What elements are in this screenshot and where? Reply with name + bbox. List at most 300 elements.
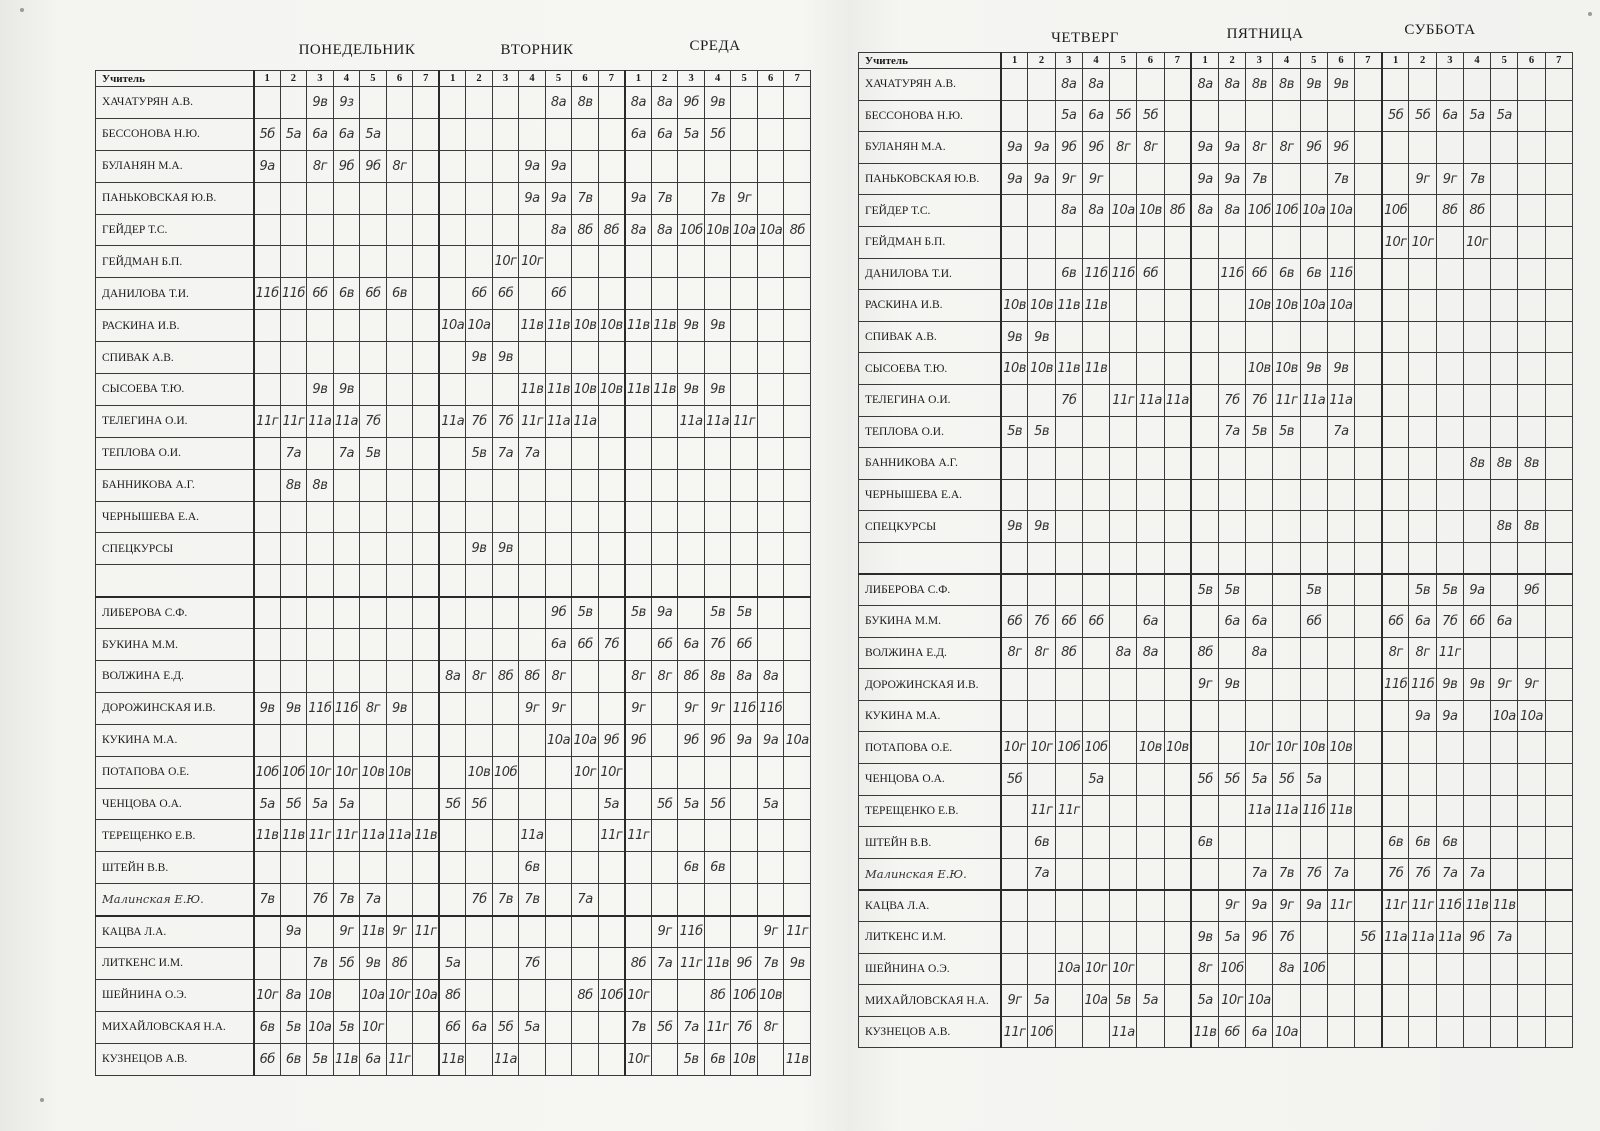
lesson-cell xyxy=(413,1011,440,1043)
lesson-cell xyxy=(1137,827,1164,859)
lesson-cell xyxy=(598,437,625,469)
lesson-cell: 6а xyxy=(1246,606,1273,638)
lesson-cell xyxy=(1300,637,1327,669)
lesson-cell: 11в xyxy=(1082,290,1109,322)
lesson-cell: 11г xyxy=(1382,890,1409,922)
lesson-cell xyxy=(1518,321,1545,353)
lesson-cell xyxy=(757,501,784,533)
lesson-cell xyxy=(1001,479,1028,511)
lesson-cell: 10б xyxy=(1300,953,1327,985)
lesson-cell xyxy=(413,724,440,756)
lesson-cell: 9г xyxy=(519,692,546,724)
lesson-cell xyxy=(1545,985,1572,1017)
lesson-number-header: 3 xyxy=(492,71,519,87)
lesson-cell xyxy=(519,916,546,948)
lesson-cell xyxy=(1137,416,1164,448)
lesson-cell xyxy=(519,278,546,310)
lesson-cell xyxy=(1545,258,1572,290)
lesson-cell xyxy=(625,150,652,182)
lesson-cell: 9г xyxy=(386,916,413,948)
lesson-number-header: 2 xyxy=(1218,53,1245,69)
lesson-cell: 6б xyxy=(731,629,758,661)
lesson-cell xyxy=(1382,258,1409,290)
lesson-cell xyxy=(1463,511,1490,543)
scan-speck xyxy=(40,1098,44,1102)
lesson-cell xyxy=(678,979,705,1011)
lesson-cell xyxy=(1164,321,1191,353)
lesson-cell: 11в xyxy=(439,1043,466,1075)
lesson-cell xyxy=(1518,479,1545,511)
lesson-cell xyxy=(1246,511,1273,543)
lesson-cell: 5б xyxy=(704,118,731,150)
lesson-cell xyxy=(1110,321,1137,353)
lesson-cell: 11г xyxy=(784,916,811,948)
lesson-cell xyxy=(1491,353,1518,385)
lesson-cell xyxy=(1382,479,1409,511)
lesson-cell xyxy=(333,310,360,342)
lesson-cell: 11в xyxy=(254,820,281,852)
lesson-cell xyxy=(439,565,466,597)
lesson-cell xyxy=(333,661,360,693)
teacher-row xyxy=(859,764,1573,796)
lesson-cell xyxy=(1491,637,1518,669)
lesson-cell xyxy=(757,852,784,884)
teacher-name: ТЕЛЕГИНА О.И. xyxy=(96,405,254,437)
lesson-cell: 11в xyxy=(1191,1016,1218,1048)
lesson-cell xyxy=(254,374,281,406)
lesson-cell xyxy=(545,884,572,916)
lesson-cell: 11г xyxy=(254,405,281,437)
teacher-name: ЧЕРНЫШЕВА Е.А. xyxy=(859,479,1001,511)
lesson-cell xyxy=(651,724,678,756)
lesson-cell: 7б xyxy=(307,884,334,916)
lesson-cell xyxy=(784,501,811,533)
lesson-cell xyxy=(1164,890,1191,922)
lesson-cell xyxy=(1082,637,1109,669)
lesson-cell xyxy=(413,310,440,342)
lesson-cell: 8а xyxy=(1191,195,1218,227)
lesson-cell: 11а xyxy=(360,820,387,852)
lesson-cell xyxy=(704,278,731,310)
lesson-cell: 5а xyxy=(1246,764,1273,796)
lesson-cell xyxy=(1110,669,1137,701)
teacher-name: БАННИКОВА А.Г. xyxy=(859,448,1001,480)
lesson-cell xyxy=(280,948,307,980)
lesson-cell xyxy=(678,820,705,852)
lesson-cell xyxy=(598,692,625,724)
lesson-cell: 8г xyxy=(1382,637,1409,669)
teacher-name: РАСКИНА И.В. xyxy=(859,290,1001,322)
lesson-cell xyxy=(1137,1016,1164,1048)
lesson-cell: 6в xyxy=(678,852,705,884)
lesson-cell xyxy=(413,629,440,661)
lesson-cell xyxy=(439,629,466,661)
lesson-cell xyxy=(1001,858,1028,890)
lesson-cell: 11б xyxy=(333,692,360,724)
lesson-cell xyxy=(1545,479,1572,511)
lesson-cell xyxy=(704,916,731,948)
lesson-cell: 5а xyxy=(254,788,281,820)
lesson-cell: 5б xyxy=(466,788,493,820)
lesson-cell xyxy=(1001,922,1028,954)
lesson-cell: 11г xyxy=(1028,795,1055,827)
lesson-cell: 8а xyxy=(1246,637,1273,669)
lesson-cell xyxy=(1300,511,1327,543)
lesson-cell: 5б xyxy=(651,788,678,820)
lesson-cell xyxy=(1246,226,1273,258)
lesson-cell xyxy=(1518,1016,1545,1048)
teacher-name: БАННИКОВА А.Г. xyxy=(96,469,254,501)
lesson-cell: 11б xyxy=(280,278,307,310)
lesson-cell: 11г xyxy=(625,820,652,852)
scan-speck xyxy=(1588,12,1592,16)
lesson-cell xyxy=(1409,479,1436,511)
lesson-cell: 9б xyxy=(1463,922,1490,954)
lesson-cell: 6а xyxy=(1218,606,1245,638)
lesson-cell xyxy=(280,565,307,597)
lesson-cell xyxy=(519,565,546,597)
lesson-cell: 10б xyxy=(1055,732,1082,764)
lesson-cell xyxy=(545,756,572,788)
lesson-cell: 6б xyxy=(360,278,387,310)
lesson-cell: 11б xyxy=(307,692,334,724)
lesson-cell xyxy=(386,852,413,884)
lesson-cell xyxy=(1055,890,1082,922)
lesson-cell xyxy=(466,979,493,1011)
lesson-cell xyxy=(413,214,440,246)
teacher-row xyxy=(96,916,811,948)
lesson-cell: 11а xyxy=(307,405,334,437)
lesson-cell xyxy=(598,565,625,597)
lesson-cell: 10в xyxy=(1028,290,1055,322)
lesson-cell: 6а xyxy=(466,1011,493,1043)
lesson-cell xyxy=(439,437,466,469)
teacher-name: БУКИНА М.М. xyxy=(96,629,254,661)
teacher-name: ГЕЙДЕР Т.С. xyxy=(96,214,254,246)
lesson-cell xyxy=(280,629,307,661)
lesson-cell xyxy=(1436,448,1463,480)
lesson-cell xyxy=(1463,700,1490,732)
lesson-cell xyxy=(1055,542,1082,574)
lesson-cell xyxy=(784,150,811,182)
lesson-cell: 7а xyxy=(1028,858,1055,890)
lesson-cell xyxy=(1055,858,1082,890)
lesson-cell: 11г xyxy=(413,916,440,948)
teacher-name: КАЦВА Л.А. xyxy=(96,916,254,948)
lesson-cell xyxy=(492,629,519,661)
lesson-cell: 11в xyxy=(519,310,546,342)
lesson-cell: 9в xyxy=(254,692,281,724)
teacher-name: ПАНЬКОВСКАЯ Ю.В. xyxy=(96,182,254,214)
lesson-cell xyxy=(1082,321,1109,353)
lesson-cell xyxy=(413,342,440,374)
teacher-column-header: Учитель xyxy=(859,53,1001,69)
lesson-cell xyxy=(1273,637,1300,669)
lesson-cell: 6б xyxy=(1137,258,1164,290)
teacher-row xyxy=(859,69,1573,101)
lesson-cell xyxy=(413,533,440,565)
lesson-cell xyxy=(1246,574,1273,606)
lesson-cell: 10г xyxy=(1001,732,1028,764)
lesson-cell: 8а xyxy=(731,661,758,693)
teacher-name: КУЗНЕЦОВ А.В. xyxy=(96,1043,254,1075)
lesson-cell: 7б xyxy=(1055,384,1082,416)
lesson-cell: 9г xyxy=(1218,890,1245,922)
lesson-cell xyxy=(519,1043,546,1075)
lesson-cell: 8в xyxy=(1463,448,1490,480)
lesson-cell xyxy=(651,1043,678,1075)
teacher-row xyxy=(859,890,1573,922)
lesson-cell xyxy=(1082,858,1109,890)
lesson-cell xyxy=(466,469,493,501)
lesson-cell xyxy=(1055,700,1082,732)
lesson-cell: 5в xyxy=(1300,574,1327,606)
lesson-cell: 5в xyxy=(1246,416,1273,448)
lesson-cell: 11в xyxy=(704,948,731,980)
lesson-cell xyxy=(1545,448,1572,480)
lesson-number-header: 2 xyxy=(651,71,678,87)
lesson-cell xyxy=(1028,448,1055,480)
lesson-cell xyxy=(360,629,387,661)
lesson-cell xyxy=(1355,637,1382,669)
lesson-cell xyxy=(413,884,440,916)
lesson-number-header: 7 xyxy=(413,71,440,87)
lesson-cell xyxy=(1355,226,1382,258)
lesson-cell: 7в xyxy=(757,948,784,980)
lesson-cell: 5а xyxy=(280,118,307,150)
lesson-cell xyxy=(466,214,493,246)
lesson-cell xyxy=(651,342,678,374)
lesson-cell xyxy=(1463,637,1490,669)
lesson-cell xyxy=(386,118,413,150)
lesson-cell xyxy=(1518,290,1545,322)
teacher-name: ТЕРЕЩЕНКО Е.В. xyxy=(859,795,1001,827)
lesson-cell xyxy=(1001,258,1028,290)
lesson-cell xyxy=(1273,985,1300,1017)
lesson-cell xyxy=(1164,606,1191,638)
teacher-row xyxy=(859,132,1573,164)
lesson-cell xyxy=(386,87,413,119)
lesson-cell: 6а xyxy=(545,629,572,661)
lesson-cell: 6б xyxy=(572,629,599,661)
lesson-cell xyxy=(1218,637,1245,669)
teacher-row xyxy=(96,437,811,469)
lesson-cell: 11г xyxy=(333,820,360,852)
lesson-cell xyxy=(1518,542,1545,574)
lesson-cell xyxy=(1436,542,1463,574)
lesson-cell xyxy=(1110,890,1137,922)
lesson-cell xyxy=(1355,542,1382,574)
lesson-cell: 11в xyxy=(1327,795,1354,827)
lesson-cell xyxy=(598,118,625,150)
lesson-cell: 6в xyxy=(1028,827,1055,859)
lesson-cell xyxy=(1273,574,1300,606)
header-row xyxy=(859,53,1573,69)
lesson-cell: 10в xyxy=(360,756,387,788)
lesson-cell: 11г xyxy=(1327,890,1354,922)
lesson-cell xyxy=(413,118,440,150)
lesson-cell xyxy=(1436,732,1463,764)
teacher-row xyxy=(96,150,811,182)
lesson-cell xyxy=(1327,669,1354,701)
lesson-cell xyxy=(466,182,493,214)
lesson-cell xyxy=(731,342,758,374)
lesson-cell xyxy=(545,437,572,469)
lesson-cell xyxy=(413,374,440,406)
lesson-cell xyxy=(413,661,440,693)
lesson-cell xyxy=(413,852,440,884)
lesson-cell xyxy=(307,501,334,533)
lesson-cell xyxy=(439,469,466,501)
lesson-cell xyxy=(1409,353,1436,385)
lesson-cell xyxy=(678,884,705,916)
lesson-cell: 9в xyxy=(492,533,519,565)
lesson-cell xyxy=(1545,542,1572,574)
lesson-cell xyxy=(651,884,678,916)
lesson-cell: 8г xyxy=(360,692,387,724)
lesson-cell: 10в xyxy=(1327,732,1354,764)
lesson-cell: 11а xyxy=(386,820,413,852)
lesson-cell xyxy=(678,501,705,533)
lesson-cell: 11г xyxy=(280,405,307,437)
lesson-cell: 6а xyxy=(1246,1016,1273,1048)
lesson-cell: 8а xyxy=(1110,637,1137,669)
lesson-cell xyxy=(678,597,705,629)
lesson-cell xyxy=(333,979,360,1011)
lesson-cell xyxy=(1518,195,1545,227)
lesson-cell: 10в xyxy=(598,310,625,342)
lesson-cell: 9г xyxy=(1491,669,1518,701)
lesson-cell: 11в xyxy=(545,310,572,342)
lesson-cell xyxy=(333,629,360,661)
lesson-cell: 10а xyxy=(1327,195,1354,227)
lesson-cell xyxy=(307,533,334,565)
lesson-cell xyxy=(254,852,281,884)
lesson-cell: 10в xyxy=(1001,290,1028,322)
lesson-cell: 6б xyxy=(1246,258,1273,290)
lesson-cell: 9а xyxy=(1191,132,1218,164)
lesson-cell: 11г xyxy=(386,1043,413,1075)
lesson-cell xyxy=(439,87,466,119)
lesson-cell xyxy=(386,437,413,469)
teacher-row xyxy=(96,724,811,756)
lesson-cell xyxy=(784,788,811,820)
lesson-cell: 11в xyxy=(280,820,307,852)
lesson-cell xyxy=(333,214,360,246)
left-schedule-table xyxy=(95,70,811,1076)
lesson-cell xyxy=(1110,448,1137,480)
lesson-cell: 11в xyxy=(1491,890,1518,922)
lesson-cell xyxy=(254,310,281,342)
lesson-number-header: 4 xyxy=(1273,53,1300,69)
header-row xyxy=(96,71,811,87)
lesson-cell: 8в xyxy=(307,469,334,501)
lesson-cell xyxy=(1355,511,1382,543)
lesson-number-header: 4 xyxy=(519,71,546,87)
lesson-cell xyxy=(1355,290,1382,322)
lesson-cell: 10б xyxy=(1246,195,1273,227)
lesson-cell xyxy=(1246,669,1273,701)
lesson-cell xyxy=(598,948,625,980)
day-label-wednesday: СРЕДА xyxy=(689,38,741,54)
teacher-row xyxy=(859,827,1573,859)
lesson-cell: 6б xyxy=(1001,606,1028,638)
lesson-number-header: 4 xyxy=(1082,53,1109,69)
lesson-cell xyxy=(1137,890,1164,922)
lesson-cell xyxy=(1545,827,1572,859)
lesson-cell: 11в xyxy=(1463,890,1490,922)
lesson-cell xyxy=(1518,132,1545,164)
lesson-cell: 8а xyxy=(1055,195,1082,227)
lesson-cell xyxy=(1436,226,1463,258)
teacher-name: МИХАЙЛОВСКАЯ Н.А. xyxy=(859,985,1001,1017)
lesson-cell: 8б xyxy=(572,979,599,1011)
lesson-cell xyxy=(413,87,440,119)
lesson-cell xyxy=(1409,1016,1436,1048)
lesson-cell xyxy=(386,342,413,374)
lesson-cell: 7а xyxy=(1436,858,1463,890)
lesson-cell: 10б xyxy=(598,979,625,1011)
lesson-cell: 7в xyxy=(1273,858,1300,890)
lesson-cell xyxy=(1545,511,1572,543)
lesson-cell xyxy=(1137,226,1164,258)
lesson-cell xyxy=(1382,163,1409,195)
teacher-name: ПАНЬКОВСКАЯ Ю.В. xyxy=(859,163,1001,195)
lesson-cell: 6в xyxy=(254,1011,281,1043)
lesson-cell: 11в xyxy=(413,820,440,852)
lesson-cell xyxy=(1137,511,1164,543)
lesson-number-header: 3 xyxy=(307,71,334,87)
lesson-cell xyxy=(280,884,307,916)
lesson-cell: 9г xyxy=(1055,163,1082,195)
lesson-cell xyxy=(1409,69,1436,101)
lesson-cell: 8г xyxy=(307,150,334,182)
lesson-cell xyxy=(545,788,572,820)
lesson-cell: 6б xyxy=(254,1043,281,1075)
lesson-cell xyxy=(254,916,281,948)
lesson-number-header: 2 xyxy=(1409,53,1436,69)
lesson-cell xyxy=(1355,416,1382,448)
lesson-cell xyxy=(1082,574,1109,606)
lesson-cell xyxy=(678,150,705,182)
lesson-cell xyxy=(757,469,784,501)
lesson-cell xyxy=(1082,669,1109,701)
lesson-cell xyxy=(651,756,678,788)
lesson-cell xyxy=(1137,69,1164,101)
lesson-cell xyxy=(1164,163,1191,195)
lesson-cell xyxy=(678,246,705,278)
lesson-cell xyxy=(280,310,307,342)
lesson-cell: 10а xyxy=(572,724,599,756)
lesson-cell xyxy=(1409,953,1436,985)
teacher-row xyxy=(96,182,811,214)
lesson-cell xyxy=(1409,985,1436,1017)
lesson-cell: 7б xyxy=(1218,384,1245,416)
lesson-cell xyxy=(1545,953,1572,985)
teacher-name: МИХАЙЛОВСКАЯ Н.А. xyxy=(96,1011,254,1043)
lesson-cell xyxy=(1518,416,1545,448)
lesson-cell: 9а xyxy=(1001,132,1028,164)
lesson-cell xyxy=(1409,290,1436,322)
lesson-cell xyxy=(1545,69,1572,101)
teacher-name: БУКИНА М.М. xyxy=(859,606,1001,638)
lesson-cell xyxy=(360,214,387,246)
lesson-cell xyxy=(1082,542,1109,574)
lesson-cell xyxy=(1082,479,1109,511)
lesson-cell xyxy=(1191,290,1218,322)
lesson-cell xyxy=(466,118,493,150)
teacher-row xyxy=(96,405,811,437)
